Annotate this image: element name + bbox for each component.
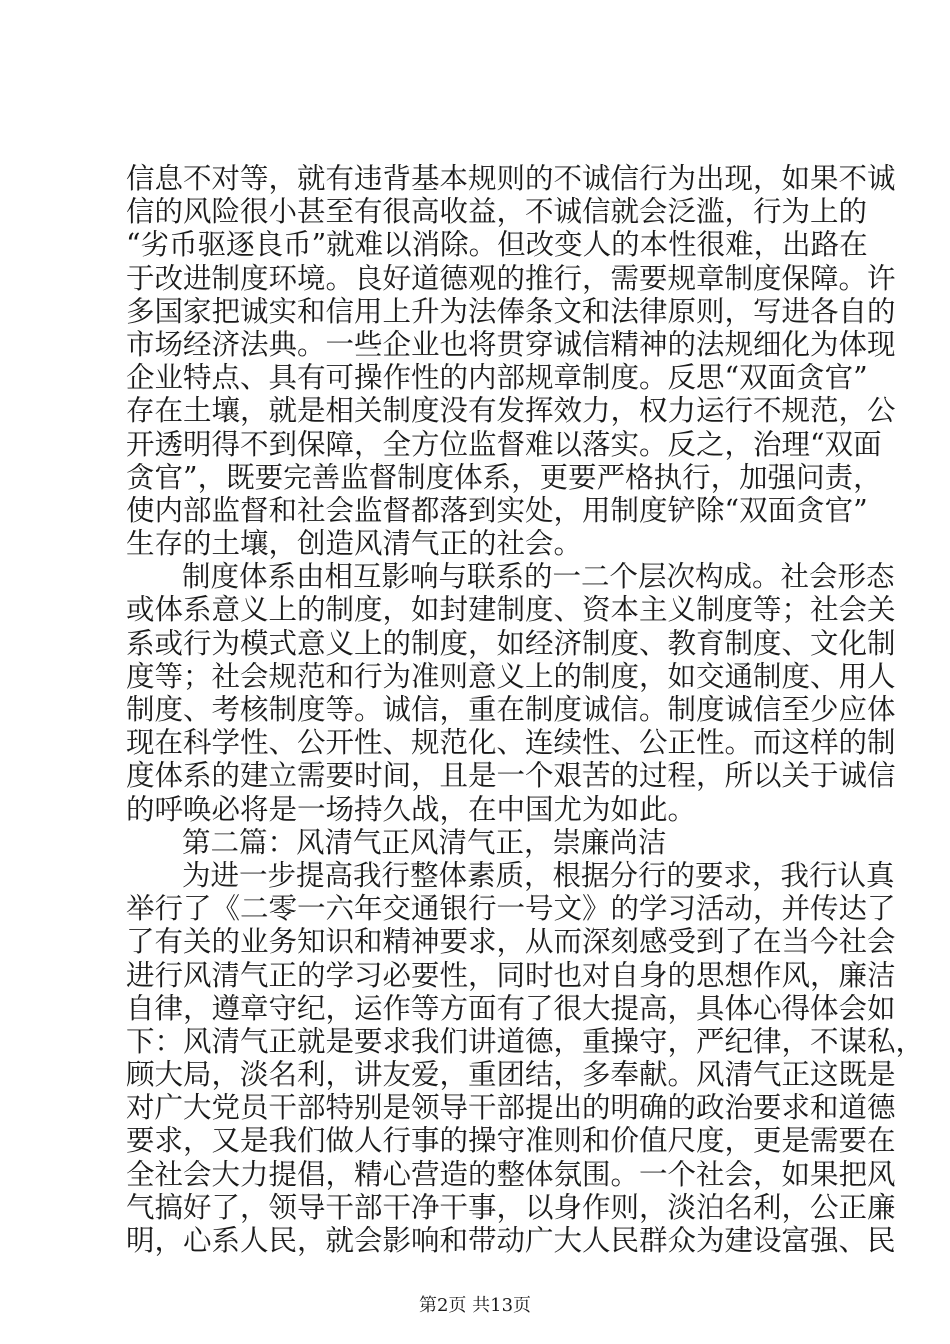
- paragraph-start-line: 为进一步提高我行整体素质，根据分行的要求，我行认真: [182, 858, 895, 892]
- text-line: 自律，遵章守纪，运作等方面有了很大提高，具体心得体会如: [126, 991, 896, 1025]
- text-line: 的呼唤必将是一场持久战，在中国尤为如此。: [126, 792, 697, 826]
- text-line: 要求，又是我们做人行事的操守准则和价值尺度，更是需要在: [126, 1124, 896, 1158]
- text-line: 明，心系人民，就会影响和带动广大人民群众为建设富强、民: [126, 1224, 896, 1257]
- text-line: “劣币驱逐良币”就难以消除。但改变人的本性很难，出路在: [126, 228, 868, 262]
- text-line: 进行风清气正的学习必要性，同时也对自身的思想作风，廉洁: [126, 958, 896, 992]
- text-line: 举行了《二零一六年交通银行一号文》的学习活动，并传达了: [126, 892, 896, 926]
- paragraph-start-line: 制度体系由相互影响与联系的一二个层次构成。社会形态: [182, 560, 895, 594]
- text-line: 度等；社会规范和行为准则意义上的制度，如交通制度、用人: [126, 659, 896, 693]
- text-line: 市场经济法典。一些企业也将贯穿诚信精神的法规细化为体现: [126, 327, 896, 361]
- text-line: 下：风清气正就是要求我们讲道德，重操守，严纪律，不谋私，: [126, 1024, 925, 1058]
- text-line: 全社会大力提倡，精心营造的整体氛围。一个社会，如果把风: [126, 1157, 896, 1191]
- text-line: 或体系意义上的制度，如封建制度、资本主义制度等；社会关: [126, 593, 896, 627]
- text-line: 制度、考核制度等。诚信，重在制度诚信。制度诚信至少应体: [126, 693, 896, 726]
- text-line: 对广大党员干部特别是领导干部提出的明确的政治要求和道德: [126, 1091, 896, 1125]
- page-number-footer: 第2页 共13页: [418, 1295, 532, 1316]
- document-body: [126, 162, 925, 1257]
- text-line: 多国家把诚实和信用上升为法俸条文和法律原则，写进各自的: [126, 294, 896, 328]
- text-line: 了有关的业务知识和精神要求，从而深刻感受到了在当今社会: [126, 925, 896, 959]
- text-line: 开透明得不到保障，全方位监督难以落实。反之，治理“双面: [126, 427, 882, 461]
- text-line: 度体系的建立需要时间，且是一个艰苦的过程，所以关于诚信: [126, 759, 896, 793]
- section-heading: 第二篇：风清气正风清气正，崇廉尚洁: [182, 825, 667, 859]
- text-line: 使内部监督和社会监督都落到实处，用制度铲除“双面贪官”: [126, 493, 868, 527]
- text-line: 信的风险很小甚至有很高收益，不诚信就会泛滥，行为上的: [126, 195, 868, 229]
- text-line: 气搞好了，领导干部干净干事，以身作则，淡泊名利，公正廉: [126, 1190, 896, 1224]
- text-line: 企业特点、具有可操作性的内部规章制度。反思“双面贪官”: [126, 361, 868, 395]
- text-line: 信息不对等，就有违背基本规则的不诚信行为出现，如果不诚: [126, 162, 896, 195]
- text-line: 于改进制度环境。良好道德观的推行，需要规章制度保障。许: [126, 261, 896, 295]
- text-line: 系或行为模式意义上的制度，如经济制度、教育制度、文化制: [126, 626, 896, 660]
- text-line: 贪官”，既要完善监督制度体系，更要严格执行，加强问责，: [126, 460, 882, 494]
- text-line: 现在科学性、公开性、规范化、连续性、公正性。而这样的制: [126, 726, 896, 760]
- text-line: 生存的土壤，创造风清气正的社会。: [126, 527, 583, 561]
- text-line: 顾大局，淡名利，讲友爱，重团结，多奉献。风清气正这既是: [126, 1058, 896, 1092]
- text-line: 存在土壤，就是相关制度没有发挥效力，权力运行不规范，公: [126, 394, 896, 428]
